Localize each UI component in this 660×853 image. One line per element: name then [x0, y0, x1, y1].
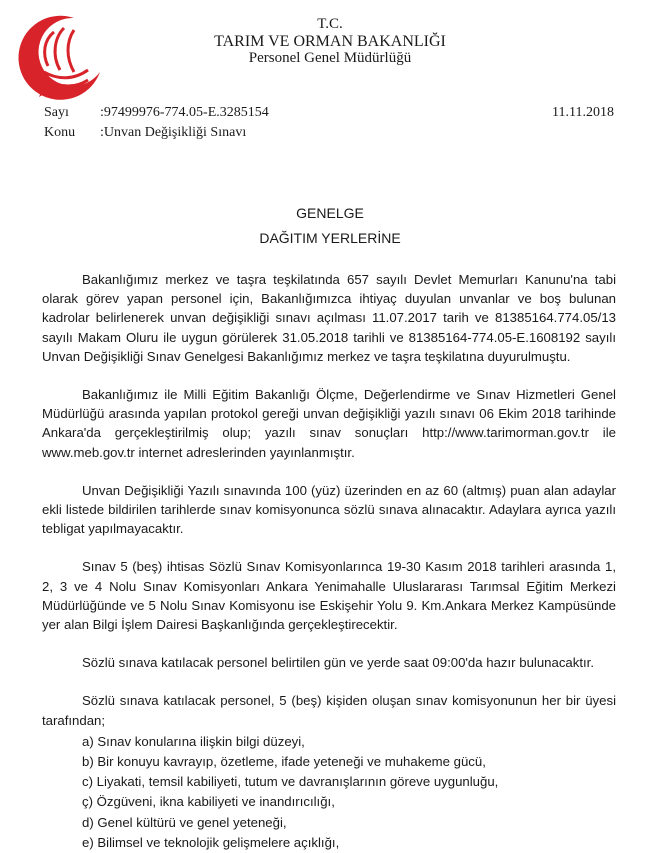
- paragraph-3: Unvan Değişikliği Yazılı sınavında 100 (yüz) üzerinden en az 60 (altmış) puan alan adaylar ekli listede bildirilen tarihlerde sınav komisyonunca sözlü sınava alınacaktır. Adaylara ayrıca yazılı tebligat yapılmayacaktır.: [42, 482, 616, 537]
- list-item: ç) Özgüveni, ikna kabiliyeti ve inandırıcılığı,: [82, 794, 335, 810]
- letterhead: [0, 16, 660, 67]
- paragraph-4: Sınav 5 (beş) ihtisas Sözlü Sınav Komisyonlarınca 19-30 Kasım 2018 tarihleri arasında 1, 2, 3 ve 4 Nolu Sınav Komisyonları Ankara Yenimahalle Uluslararası Tarımsal Eğitim Merkezi Müdürlüğünde ve 5 Nolu Sınav Komisyonu ise Eskişehir Yolu 9. Km.Ankara Merkez Kampüsünde yer alan Bilgi İşlem Dairesi Başkanlığında gerçekleştirecektir.: [42, 559, 616, 633]
- paragraph-2: Bakanlığımız ile Milli Eğitim Bakanlığı Ölçme, Değerlendirme ve Sınav Hizmetleri Genel Müdürlüğü arasında yapılan protokol gereği unvan değişikliği yazılı sınavı 06 Ekim 2018 tarihinde Ankara'da gerçekleştirilmiş olup; yazılı sınav sonuçları http://www.tarimorman.gov.tr ile www.meb.gov.tr internet adreslerinden yayınlanmıştır.: [42, 387, 616, 460]
- sayi-row: [44, 103, 614, 123]
- header-ministry: TARIM VE ORMAN BAKANLIĞI: [214, 33, 446, 50]
- paragraph-6: Sözlü sınava katılacak personel, 5 (beş) kişiden oluşan sınav komisyonunun her bir üyesi tarafından;: [42, 693, 616, 728]
- sayi-value: :97499976-774.05-E.3285154: [100, 105, 269, 120]
- document-type: GENELGE: [296, 205, 364, 221]
- header-tc: T.C.: [317, 16, 343, 32]
- list-item: e) Bilimsel ve teknolojik gelişmelere açıklığı,: [82, 834, 340, 850]
- distribution-heading: DAĞITIM YERLERİNE: [259, 230, 401, 246]
- list-item: b) Bir konuyu kavrayıp, özetleme, ifade yeteneği ve muhakeme gücü,: [82, 754, 486, 770]
- konu-row: [44, 123, 614, 143]
- paragraph-5: Sözlü sınava katılacak personel belirtilen gün ve yerde saat 09:00'da hazır bulunacaktır.: [82, 655, 595, 671]
- konu-label: Konu: [44, 125, 76, 140]
- konu-value: :Unvan Değişikliği Sınavı: [100, 125, 247, 140]
- list-item: c) Liyakati, temsil kabiliyeti, tutum ve davranışlarının göreve uygunluğu,: [82, 774, 499, 790]
- document-body: [42, 270, 616, 853]
- header-department: Personel Genel Müdürlüğü: [248, 50, 412, 66]
- document-meta: [44, 103, 614, 143]
- document-date: 11.11.2018: [552, 105, 614, 120]
- list-item: d) Genel kültürü ve genel yeteneği,: [82, 814, 287, 830]
- paragraph-1: Bakanlığımız merkez ve taşra teşkilatında 657 sayılı Devlet Memurları Kanunu'na tabi olarak görev yapan personel için, Bakanlığımızca ihtiyaç duyulan unvanlar ve boş bulunan kadrolar belirlenerek unvan değişikliği sınavı açılması 11.07.2017 tarih ve 81385164.774.05/13 sayılı Makam Oluru ile uygun görülerek 31.05.2018 tarihli ve 81385164-774.05-E.1608192 sayılı Unvan Değişikliği Sınav Genelgesi Bakanlığımız merkez ve taşra teşkilatına duyurulmuştu.: [42, 272, 616, 364]
- sayi-label: Sayı: [44, 105, 69, 120]
- list-item: a) Sınav konularına ilişkin bilgi düzeyi,: [82, 733, 305, 749]
- criteria-list: [42, 732, 616, 853]
